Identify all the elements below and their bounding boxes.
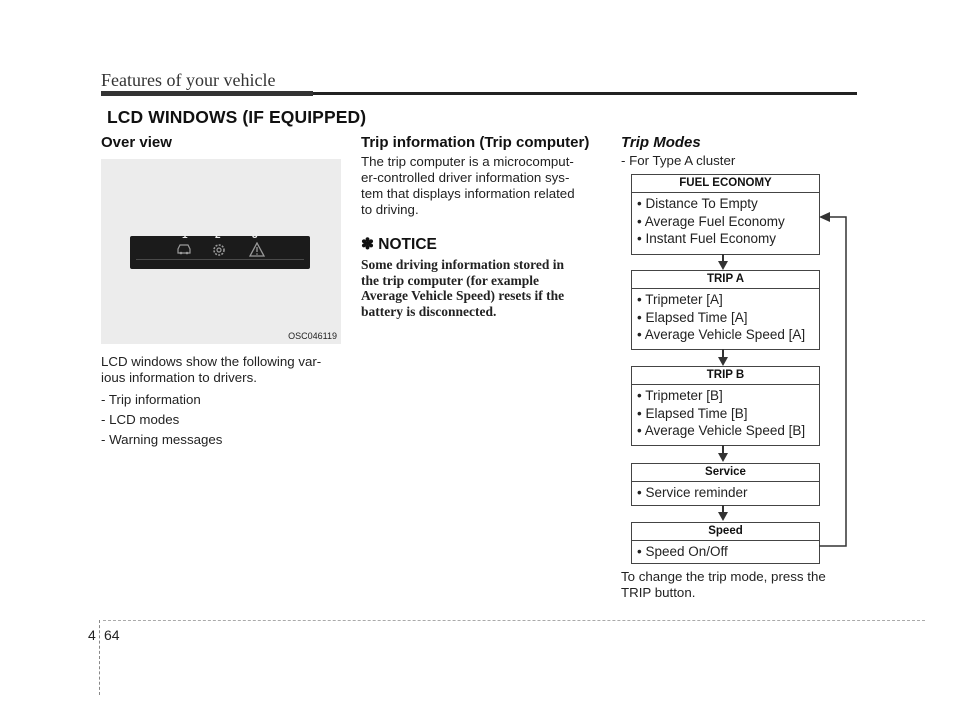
mode-box-trip-b — [631, 366, 820, 446]
footer-rule — [103, 620, 925, 621]
overview-intro — [101, 354, 341, 386]
notice-line: Some driving information stored in — [361, 257, 565, 272]
mode-item: • Average Vehicle Speed [B] — [637, 423, 806, 438]
warning-triangle-icon — [249, 242, 265, 257]
return-loop-arrow — [815, 205, 855, 555]
lcd-photo — [101, 159, 341, 344]
trip-info-line: The trip computer is a microcomput- — [361, 154, 574, 169]
lcd-number-2: 2 — [215, 230, 221, 241]
image-code: OSC046119 — [288, 331, 337, 341]
page-header-title: Features of your vehicle — [101, 70, 276, 90]
header-rule — [101, 92, 857, 95]
overview-heading: Over view — [101, 134, 172, 151]
mode-box-title: TRIP B — [632, 367, 819, 385]
mode-item: • Speed On/Off — [637, 544, 728, 559]
mode-box-trip-a — [631, 270, 820, 350]
mode-box-fuel-economy — [631, 174, 820, 255]
overview-intro-line: LCD windows show the following var- — [101, 354, 322, 369]
trip-modes-footer — [621, 569, 857, 601]
mode-item: • Distance To Empty — [637, 196, 758, 211]
trip-modes-footer-line: TRIP button. — [621, 585, 696, 600]
footer-vertical-rule — [99, 620, 100, 695]
chapter-number: 4 — [88, 627, 96, 643]
trip-info-text — [361, 154, 601, 218]
trip-modes-heading: Trip Modes — [621, 134, 701, 151]
mode-item: • Average Vehicle Speed [A] — [637, 327, 806, 342]
trip-modes-subheading: - For Type A cluster — [621, 153, 736, 168]
list-item: - Warning messages — [101, 432, 223, 447]
lcd-number-1: 1 — [182, 230, 188, 241]
mode-box-service — [631, 463, 820, 506]
overview-list — [101, 390, 222, 450]
notice-line: Average Vehicle Speed) resets if the — [361, 288, 565, 304]
mode-box-title: Service — [632, 464, 819, 482]
trip-info-heading: Trip information (Trip computer) — [361, 134, 590, 151]
trip-modes-footer-line: To change the trip mode, press the — [621, 569, 826, 584]
trip-info-line: to driving. — [361, 202, 419, 217]
mode-box-title: FUEL ECONOMY — [632, 175, 819, 193]
lcd-number-3: 3 — [252, 230, 258, 241]
section-title: LCD WINDOWS (IF EQUIPPED) — [107, 107, 367, 127]
overview-intro-line: ious information to drivers. — [101, 370, 257, 385]
mode-item: • Tripmeter [A] — [637, 292, 723, 307]
mode-box-speed — [631, 522, 820, 564]
trip-info-line: er-controlled driver information sys- — [361, 170, 570, 185]
mode-item: • Elapsed Time [A] — [637, 309, 748, 325]
gear-icon — [211, 242, 227, 258]
list-item: - Trip information — [101, 392, 201, 407]
mode-box-title: TRIP A — [632, 271, 819, 289]
mode-item: • Tripmeter [B] — [637, 388, 723, 403]
notice-line: battery is disconnected. — [361, 304, 497, 320]
notice-line: the trip computer (for example — [361, 272, 539, 288]
notice-text — [361, 257, 601, 320]
lcd-display — [130, 230, 310, 269]
mode-item: • Service reminder — [637, 485, 748, 500]
mode-item: • Elapsed Time [B] — [637, 405, 748, 421]
page-number: 64 — [104, 627, 120, 643]
mode-item: • Instant Fuel Economy — [637, 231, 777, 246]
notice-title: ✽ NOTICE — [361, 236, 437, 253]
trip-info-line: tem that displays information related — [361, 186, 575, 201]
mode-item: • Average Fuel Economy — [637, 213, 785, 229]
list-item: - LCD modes — [101, 412, 180, 427]
car-icon — [175, 242, 193, 256]
mode-box-title: Speed — [632, 523, 819, 541]
